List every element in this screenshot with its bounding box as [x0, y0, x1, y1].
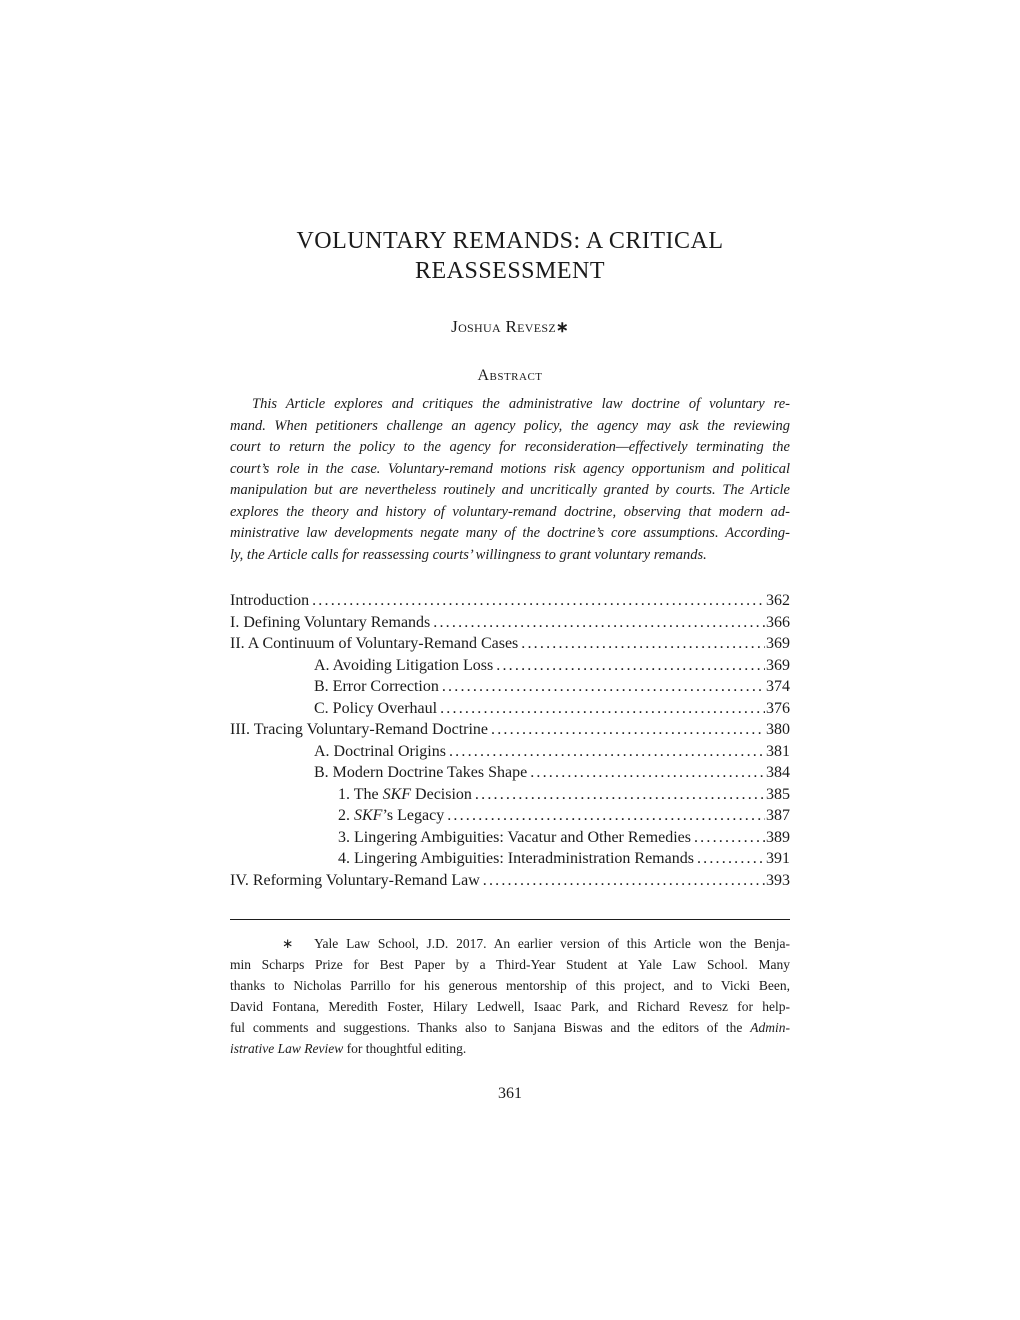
- toc-entry-part-4: [230, 870, 790, 892]
- toc-entry-page: 393: [766, 871, 790, 889]
- toc-dot-leader: [447, 805, 765, 827]
- article-title-line2: REASSESSMENT: [414, 258, 606, 284]
- toc-entry-label: I. Defining Voluntary Remands: [230, 613, 431, 631]
- toc-entry-label: III. Tracing Voluntary-Remand Doctrine: [230, 721, 489, 738]
- toc-dot-leader: [521, 633, 765, 655]
- toc-entry-page: 389: [766, 828, 790, 846]
- toc-entry-label: 4. Lingering Ambiguities: Interadministration Remands: [338, 850, 694, 867]
- toc-entry-page: 381: [766, 742, 790, 760]
- toc-dot-leader: [496, 655, 765, 677]
- toc-entry-label: Introduction: [230, 592, 310, 609]
- toc-entry-page: 391: [766, 850, 790, 867]
- toc-entry-part-3: [230, 719, 790, 741]
- toc-dot-leader: [530, 762, 765, 784]
- page-number: 361: [498, 1085, 522, 1102]
- toc-entry-label: B. Error Correction: [314, 678, 439, 695]
- toc-entry-page: 387: [766, 807, 790, 824]
- toc-entry-introduction: [230, 590, 790, 612]
- footnote-line: istrative Law Review for thoughtful editing.: [230, 1041, 467, 1056]
- toc-entry-page: 380: [766, 721, 790, 738]
- table-of-contents: [230, 590, 790, 891]
- toc-entry-part-2: [230, 633, 790, 655]
- toc-dot-leader: [483, 870, 765, 892]
- abstract-line: mand. When petitioners challenge an agency policy, the agency may ask the reviewing: [230, 417, 790, 434]
- toc-entry-label: IV. Reforming Voluntary-Remand Law: [230, 871, 480, 889]
- toc-entry-part-2a: [230, 655, 790, 677]
- abstract-line: explores the theory and history of voluntary-remand doctrine, observing that modern ad-: [230, 503, 790, 520]
- footnote-line: thanks to Nicholas Parrillo for his generous mentorship of this project, and to Vicki Been,: [230, 978, 790, 993]
- document-page: [230, 0, 790, 1103]
- abstract-line: ministrative law developments negate many of the doctrine’s core assumptions. According-: [230, 525, 790, 541]
- footnote-line: David Fontana, Meredith Foster, Hilary Ledwell, Isaac Park, and Richard Revesz for help-: [230, 999, 790, 1014]
- toc-dot-leader: [449, 741, 765, 763]
- author-byline: [230, 316, 790, 339]
- toc-entry-part-3b: [230, 762, 790, 784]
- toc-entry-part-3b2: [230, 805, 790, 827]
- article-title: [230, 226, 790, 286]
- footnote-separator: [230, 919, 790, 920]
- toc-dot-leader: [312, 590, 765, 612]
- toc-entry-page: 384: [766, 764, 790, 781]
- toc-entry-part-3b3: [230, 827, 790, 849]
- toc-entry-label: C. Policy Overhaul: [314, 699, 438, 717]
- abstract-paragraph: [230, 394, 790, 566]
- abstract-line: manipulation but are nevertheless routinely and uncritically granted by courts. The Article: [230, 482, 790, 498]
- toc-dot-leader: [694, 827, 765, 849]
- footnote-line: ful comments and suggestions. Thanks also to Sanjana Biswas and the editors of the Admin-: [230, 1020, 790, 1035]
- toc-entry-page: 374: [766, 678, 790, 695]
- author-footnote-asterisk: ∗: [555, 320, 569, 336]
- toc-entry-part-1: [230, 612, 790, 634]
- toc-entry-part-2b: [230, 676, 790, 698]
- toc-entry-label: 3. Lingering Ambiguities: Vacatur and Other Remedies: [338, 828, 691, 846]
- toc-entry-label: II. A Continuum of Voluntary-Remand Cases: [230, 635, 519, 652]
- footnote-line: min Scharps Prize for Best Paper by a Third-Year Student at Yale Law School. Many: [230, 957, 790, 972]
- toc-dot-leader: [475, 784, 765, 806]
- toc-entry-page: 362: [766, 592, 790, 609]
- toc-entry-page: 366: [766, 613, 790, 631]
- article-title-line1: VOLUNTARY REMANDS: A CRITICAL: [296, 228, 724, 254]
- footnote-line: ∗ Yale Law School, J.D. 2017. An earlier version of this Article won the Benja-: [282, 936, 790, 951]
- toc-entry-part-2c: [230, 698, 790, 720]
- toc-entry-page: 376: [766, 699, 790, 717]
- toc-dot-leader: [433, 612, 765, 634]
- abstract-line: ly, the Article calls for reassessing courts’ willingness to grant voluntary remands.: [230, 546, 707, 563]
- toc-entry-label: 2. SKF’s Legacy: [338, 807, 445, 824]
- abstract-line: court’s role in the case. Voluntary-remand motions risk agency opportunism and political: [230, 460, 790, 477]
- toc-entry-page: 369: [766, 656, 790, 674]
- toc-dot-leader: [440, 698, 765, 720]
- author-name: Joshua Revesz: [451, 317, 556, 336]
- toc-entry-part-3b4: [230, 848, 790, 870]
- toc-entry-label: A. Doctrinal Origins: [314, 742, 446, 760]
- toc-entry-part-3a: [230, 741, 790, 763]
- toc-entry-part-3b1: [230, 784, 790, 806]
- toc-dot-leader: [697, 848, 765, 870]
- toc-entry-label: B. Modern Doctrine Takes Shape: [314, 764, 528, 781]
- abstract-line: court to return the policy to the agency for reconsideration—effectively terminating the: [230, 439, 790, 455]
- toc-entry-page: 369: [766, 635, 790, 652]
- toc-entry-page: 385: [766, 785, 790, 803]
- toc-dot-leader: [491, 719, 765, 741]
- toc-entry-label: 1. The SKF Decision: [338, 785, 472, 803]
- abstract-line: This Article explores and critiques the administrative law doctrine of voluntary re-: [252, 396, 790, 412]
- toc-dot-leader: [442, 676, 765, 698]
- author-footnote: [230, 933, 790, 1059]
- abstract-heading: Abstract: [477, 367, 543, 384]
- toc-entry-label: A. Avoiding Litigation Loss: [314, 656, 494, 674]
